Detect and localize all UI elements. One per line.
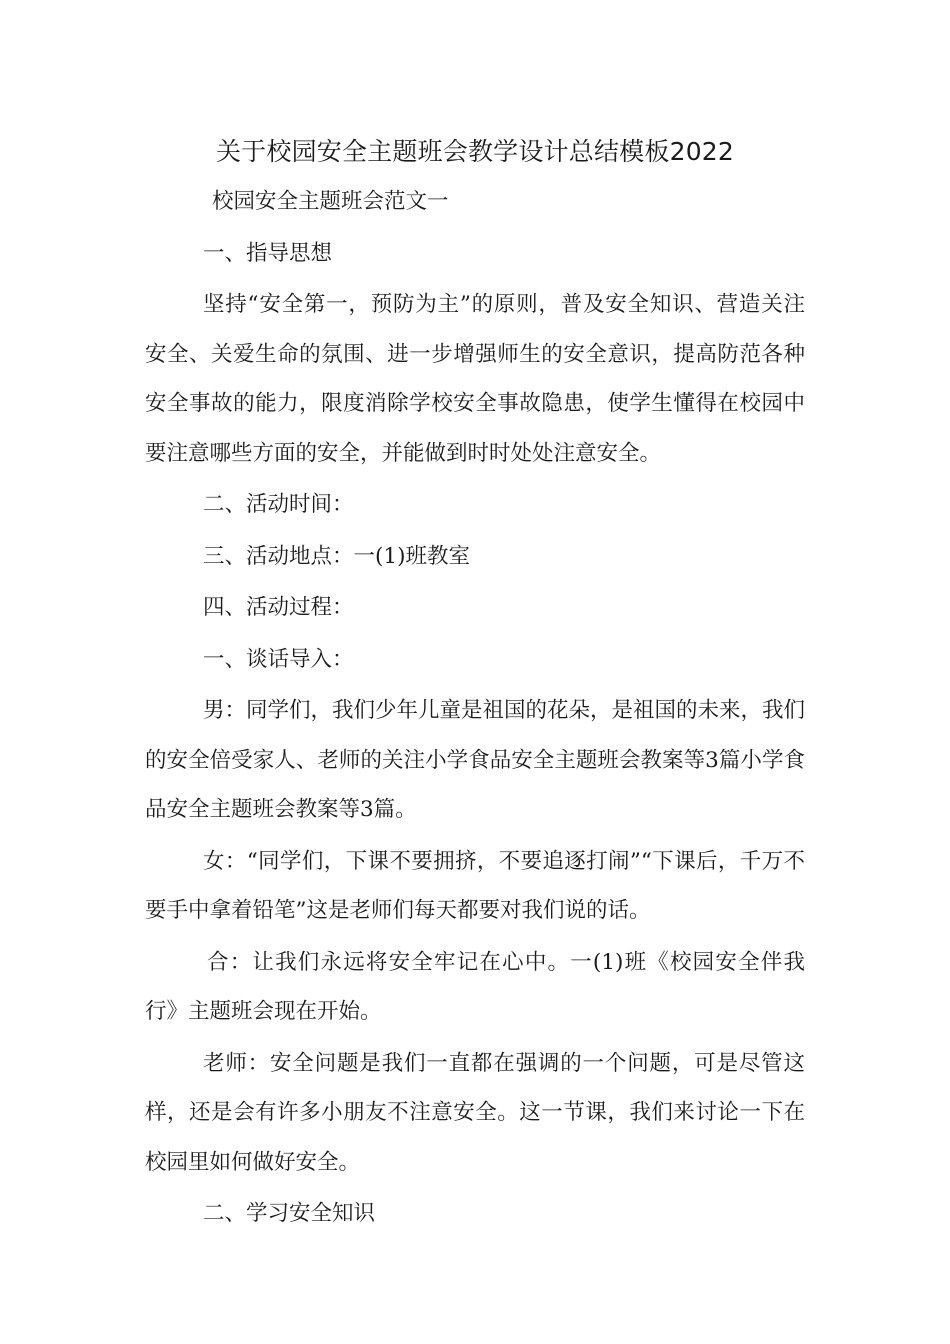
section-heading-guiding-thought: 一、指导思想	[203, 240, 333, 266]
section-heading-learn-safety: 二、学习安全知识	[203, 1201, 376, 1226]
document-title: 关于校园安全主题班会教学设计总结模板2022	[215, 137, 735, 166]
section-heading-activity-time: 二、活动时间：	[203, 492, 354, 517]
section-heading-introduction: 一、谈话导入：	[203, 646, 354, 672]
paragraph-together-speech: 合：让我们永远将安全牢记在心中。一(1)班《校园安全伴我行》主题班会现在开始。	[145, 949, 805, 1024]
document-subtitle: 校园安全主题班会范文一	[212, 189, 449, 214]
paragraph-girl-speech: 女：“同学们，下课不要拥挤，不要追逐打闹”“下课后，千万不要手中拿着铅笔”这是老师们每天都要对我们说的话。	[145, 848, 805, 923]
paragraph-teacher-speech: 老师：安全问题是我们一直都在强调的一个问题，可是尽管这样，还是会有许多小朋友不注意安全。这一节课，我们来讨论一下在校园里如何做好安全。	[145, 1050, 805, 1175]
document-body	[145, 177, 805, 1241]
paragraph-boy-speech: 男：同学们，我们少年儿童是祖国的花朵，是祖国的未来，我们的安全倍受家人、老师的关注小学食品安全主题班会教案等3篇小学食品安全主题班会教案等3篇。	[145, 698, 806, 822]
section-heading-activity-process: 四、活动过程：	[203, 595, 354, 620]
section-heading-activity-location: 三、活动地点：一(1)班教室	[203, 543, 470, 569]
paragraph-guiding-thought: 坚持“安全第一，预防为主”的原则，普及安全知识、营造关注安全、关爱生命的氛围、进一步增强师生的安全意识，提高防范各种安全事故的能力，限度消除学校安全事故隐患，使学生懂得在校园中要注意哪些方面的安全，并能做到时时处处注意安全。	[145, 292, 805, 466]
